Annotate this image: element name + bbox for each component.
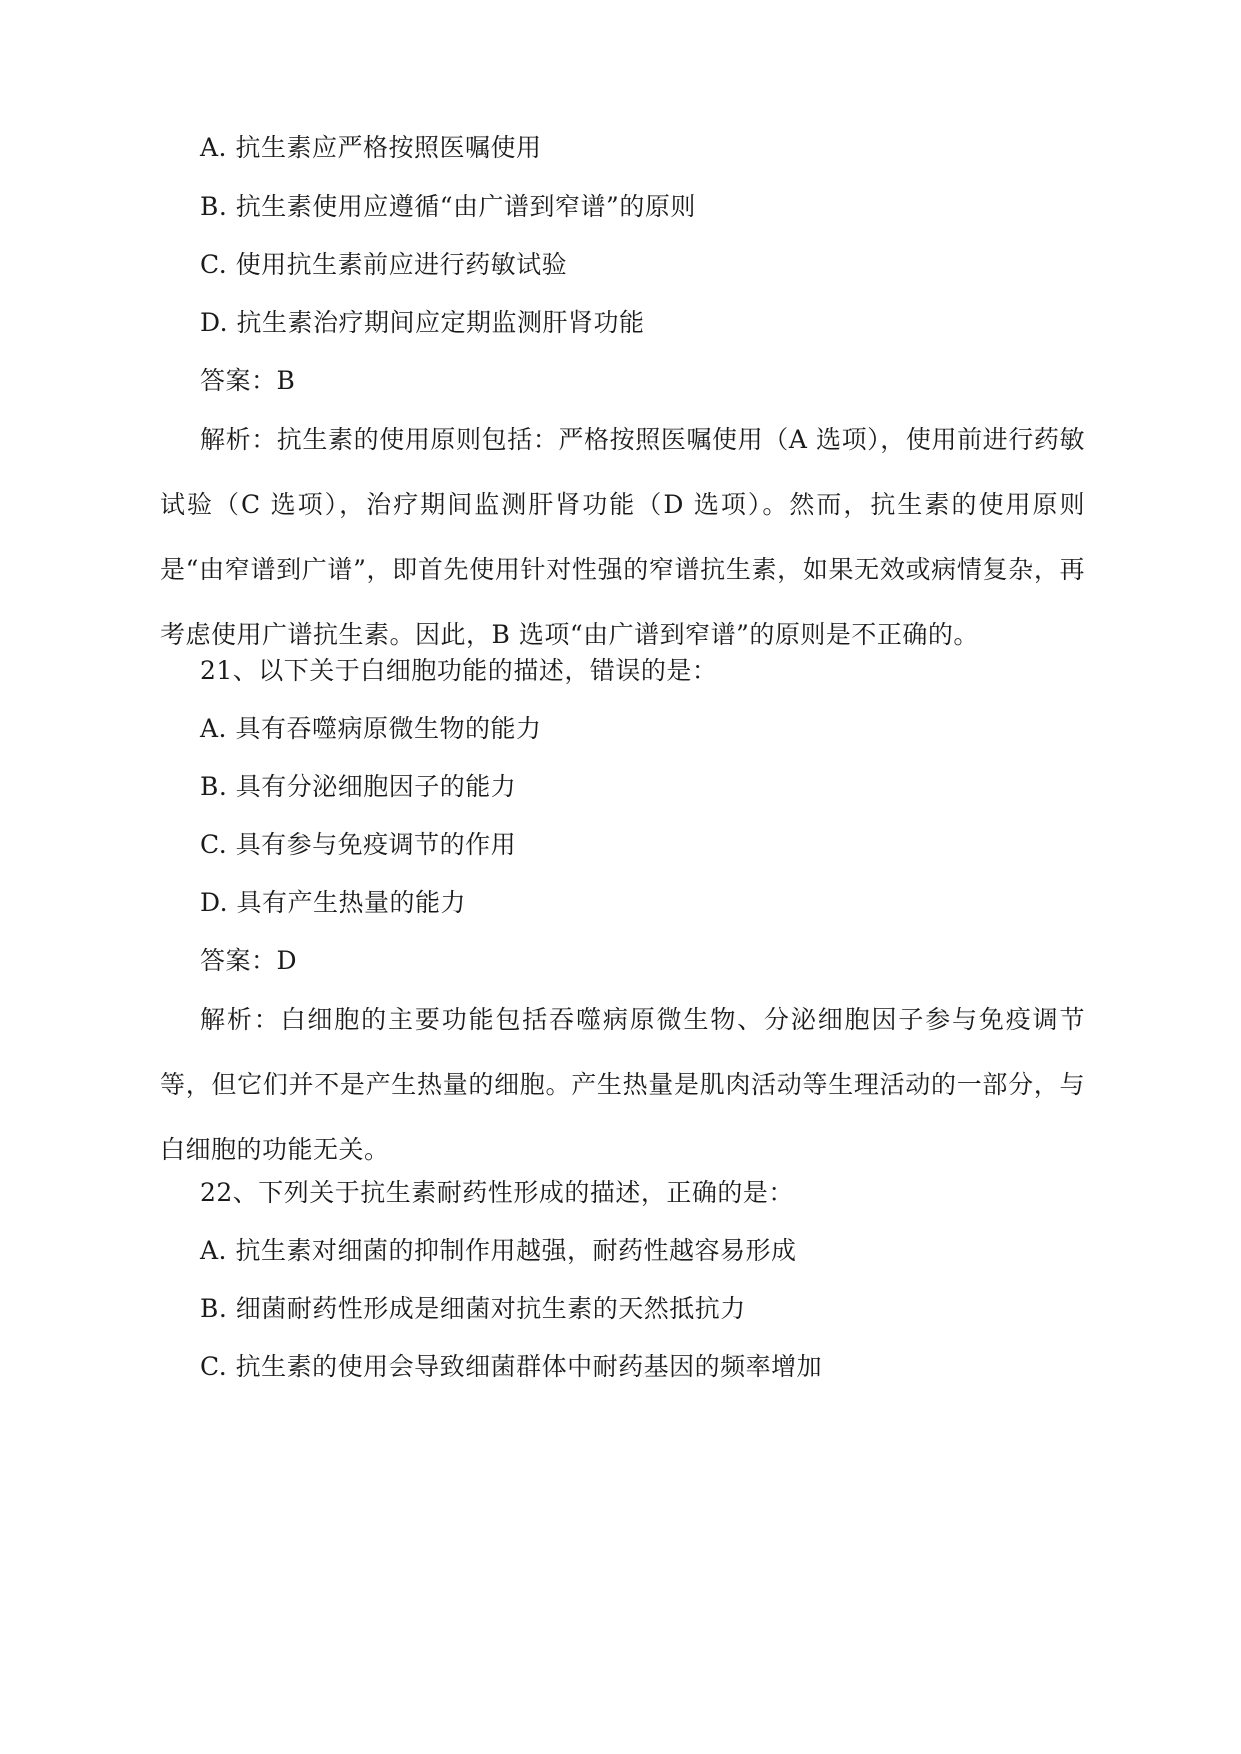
q22-option-a: A. 抗生素对细菌的抑制作用越强，耐药性越容易形成 — [200, 1236, 797, 1265]
q21-analysis: 解析：白细胞的主要功能包括吞噬病原微生物、分泌细胞因子参与免疫调节等，但它们并不是产生热量的细胞。产生热量是肌肉活动等生理活动的一部分，与白细胞的功能无关。 — [160, 1005, 1085, 1164]
q20-option-d: D. 抗生素治疗期间应定期监测肝肾功能 — [200, 308, 645, 337]
q22-question: 22、下列关于抗生素耐药性形成的描述，正确的是： — [200, 1178, 794, 1207]
q22-option-b: B. 细菌耐药性形成是细菌对抗生素的天然抵抗力 — [200, 1294, 746, 1323]
q21-option-b: B. 具有分泌细胞因子的能力 — [200, 772, 517, 801]
q20-option-c: C. 使用抗生素前应进行药敏试验 — [200, 250, 568, 279]
q20-answer: 答案：B — [200, 366, 296, 395]
q21-answer: 答案：D — [200, 946, 298, 975]
q22-option-c: C. 抗生素的使用会导致细菌群体中耐药基因的频率增加 — [200, 1352, 823, 1381]
q20-option-b: B. 抗生素使用应遵循“由广谱到窄谱”的原则 — [200, 192, 696, 221]
q21-question: 21、以下关于白细胞功能的描述，错误的是： — [200, 656, 718, 685]
q21-option-c: C. 具有参与免疫调节的作用 — [200, 830, 517, 859]
q21-option-a: A. 具有吞噬病原微生物的能力 — [200, 714, 542, 743]
q20-option-a: A. 抗生素应严格按照医嘱使用 — [200, 133, 542, 162]
q20-analysis: 解析：抗生素的使用原则包括：严格按照医嘱使用（A 选项），使用前进行药敏试验（C 选项），治疗期间监测肝肾功能（D 选项）。然而，抗生素的使用原则是“由窄谱到广谱”，即首先使用针对性强的窄谱抗生素，如果无效或病情复杂，再考虑使用广谱抗生素。因此，B 选项“由广谱到窄谱”的原则是不正确的。 — [160, 425, 1085, 649]
q21-option-d: D. 具有产生热量的能力 — [200, 888, 467, 917]
